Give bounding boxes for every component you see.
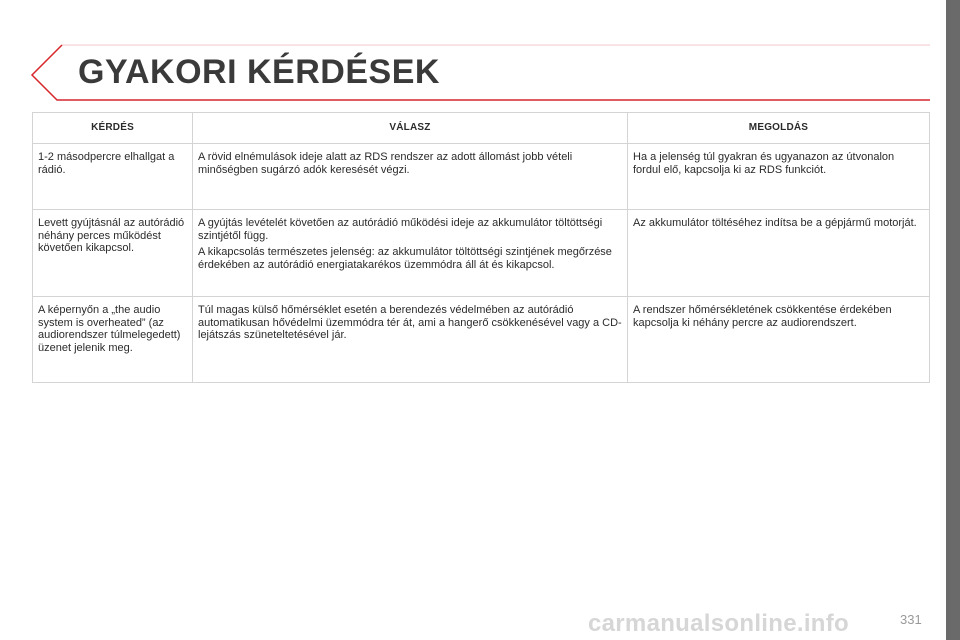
answer-cell	[193, 210, 628, 297]
answer-cell	[193, 144, 628, 210]
table-header-row	[33, 113, 930, 144]
answer-paragraph: A rövid elnémulások ideje alatt az RDS rendszer az adott állomást jobb vételi minőségben sugárzó adók keresését végzi.	[198, 151, 573, 176]
title-bar	[30, 43, 930, 101]
faq-table	[32, 112, 930, 383]
answer-paragraph: A gyújtás levételét követően az autórádió működési ideje az akkumulátor töltöttségi szintjétől függ.	[198, 217, 603, 242]
side-strip	[946, 0, 960, 640]
watermark-text: carmanualsonline.info	[588, 610, 850, 637]
answer-cell	[193, 297, 628, 383]
solution-cell: Ha a jelenség túl gyakran és ugyanazon az útvonalon fordul elő, kapcsolja ki az RDS funkciót.	[628, 144, 930, 210]
question-cell: A képernyőn a „the audio system is overheated” (az audiorendszer túlmelegedett) üzenet jelenik meg.	[33, 297, 193, 383]
header-question: KÉRDÉS	[33, 113, 193, 144]
page-number: 331	[900, 612, 922, 627]
table-row	[33, 297, 930, 383]
question-cell: 1-2 másodpercre elhallgat a rádió.	[33, 144, 193, 210]
solution-cell: Az akkumulátor töltéséhez indítsa be a gépjármű motorját.	[628, 210, 930, 297]
page-title: GYAKORI KÉRDÉSEK	[78, 53, 440, 91]
table-row	[33, 210, 930, 297]
solution-cell: A rendszer hőmérsékletének csökkentése érdekében kapcsolja ki néhány percre az audiorendszert.	[628, 297, 930, 383]
header-solution: MEGOLDÁS	[628, 113, 930, 144]
table-row	[33, 144, 930, 210]
answer-paragraph: A kikapcsolás természetes jelenség: az akkumulátor töltöttségi szintjének megőrzése érdekében az autórádió energiatakarékos üzemmódra áll át és kikapcsol.	[198, 246, 612, 271]
header-answer: VÁLASZ	[193, 113, 628, 144]
answer-paragraph: Túl magas külső hőmérséklet esetén a berendezés védelmében az autórádió automatikusan hővédelmi üzemmódra tér át, ami a hangerő csökkenésével vagy a CD-lejátszás szüneteltetésével jár.	[198, 304, 622, 341]
question-cell: Levett gyújtásnál az autórádió néhány perces működést követően kikapcsol.	[33, 210, 193, 297]
